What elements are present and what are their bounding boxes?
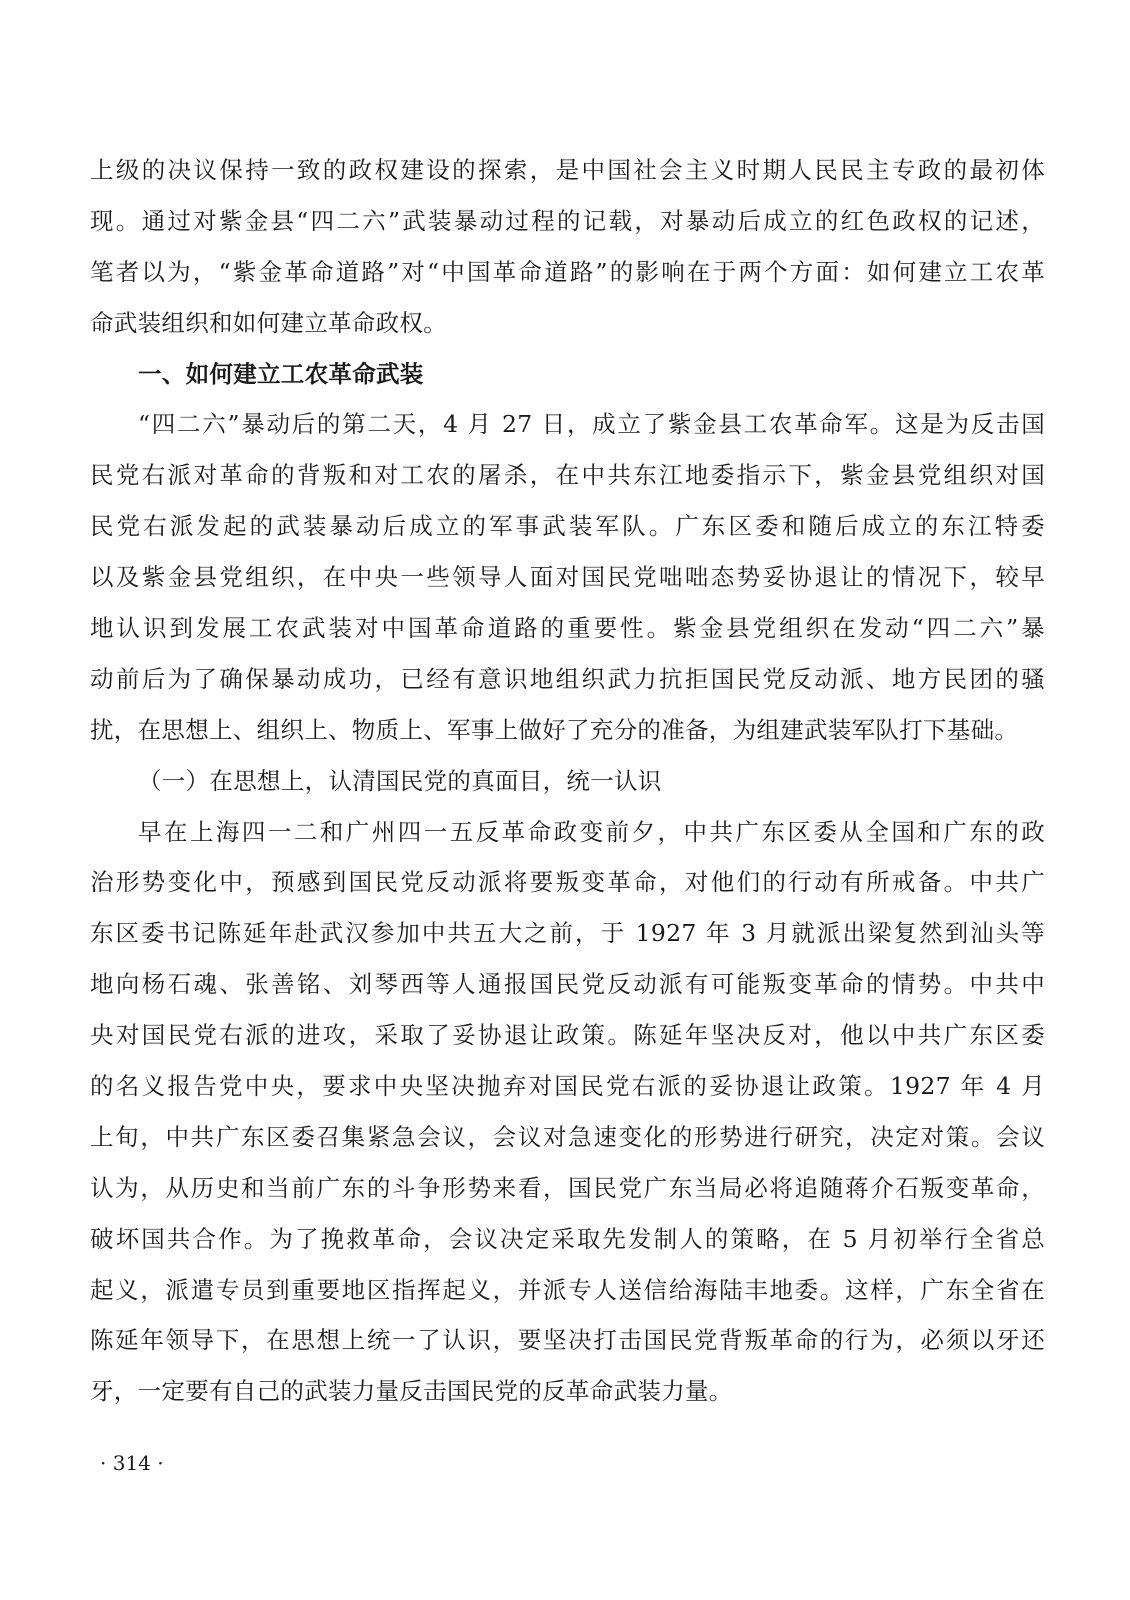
paragraph-line: 认为，从历史和当前广东的斗争形势来看，国民党广东当局必将追随蒋介石叛变革命， — [90, 1173, 1045, 1202]
paragraph-line: 破坏国共合作。为了挽救革命，会议决定采取先发制人的策略，在 5 月初举行全省总 — [90, 1224, 1045, 1253]
paragraph-line: 牙，一定要有自己的武装力量反击国民党的反革命武装力量。 — [90, 1377, 733, 1406]
section-heading: 一、如何建立工农革命武装 — [138, 359, 424, 388]
paragraph-line: 民党右派发起的武装暴动后成立的军事武装军队。广东区委和随后成立的东江特委 — [90, 512, 1045, 541]
paragraph-line: 的名义报告党中央，要求中央坚决抛弃对国民党右派的妥协退让政策。1927 年 4 月 — [90, 1072, 1045, 1101]
paragraph-line: “四二六”暴动后的第二天，4 月 27 日，成立了紫金县工农革命军。这是为反击国 — [138, 410, 1045, 439]
paragraph-line: 治形势变化中，预感到国民党反动派将要叛变革命，对他们的行动有所戒备。中共广 — [90, 868, 1045, 897]
paragraph-line: 地向杨石魂、张善铭、刘琴西等人通报国民党反动派有可能叛变革命的情势。中共中 — [90, 970, 1045, 999]
paragraph-line: 起义，派遣专员到重要地区指挥起义，并派专人送信给海陆丰地委。这样，广东全省在 — [90, 1275, 1045, 1304]
paragraph-line: 地认识到发展工农武装对中国革命道路的重要性。紫金县党组织在发动“四二六”暴 — [90, 614, 1045, 643]
paragraph-line: 陈延年领导下，在思想上统一了认识，要坚决打击国民党背叛革命的行为，必须以牙还 — [90, 1326, 1045, 1355]
paragraph-line: 扰，在思想上、组织上、物质上、军事上做好了充分的准备，为组建武装军队打下基础。 — [90, 715, 1019, 744]
paragraph-line: 上级的决议保持一致的政权建设的探索，是中国社会主义时期人民民主专政的最初体 — [90, 156, 1045, 184]
paragraph-line: 东区委书记陈延年赴武汉参加中共五大之前，于 1927 年 3 月就派出梁复然到汕头等 — [90, 919, 1045, 948]
paragraph-line: 上旬，中共广东区委召集紧急会议，会议对急速变化的形势进行研究，决定对策。会议 — [90, 1122, 1045, 1151]
paragraph-line: 民党右派对革命的背叛和对工农的屠杀，在中共东江地委指示下，紫金县党组织对国 — [90, 461, 1045, 490]
paragraph-line: 现。通过对紫金县“四二六”武装暴动过程的记载，对暴动后成立的红色政权的记述， — [90, 206, 1045, 235]
body-text — [90, 145, 1045, 1417]
paragraph-line: 早在上海四一二和广州四一五反革命政变前夕，中共广东区委从全国和广东的政 — [138, 817, 1045, 846]
subsection-heading: （一）在思想上，认清国民党的真面目，统一认识 — [138, 766, 662, 795]
paragraph-line: 以及紫金县党组织，在中央一些领导人面对国民党咄咄态势妥协退让的情况下，较早 — [90, 563, 1045, 592]
paragraph-line: 动前后为了确保暴动成功，已经有意识地组织武力抗拒国民党反动派、地方民团的骚 — [90, 664, 1045, 693]
paragraph-line: 命武装组织和如何建立革命政权。 — [90, 308, 447, 337]
page-number: · 314 · — [100, 1451, 164, 1475]
paragraph-line: 笔者以为，“紫金革命道路”对“中国革命道路”的影响在于两个方面：如何建立工农革 — [90, 257, 1045, 286]
paragraph-line: 央对国民党右派的进攻，采取了妥协退让政策。陈延年坚决反对，他以中共广东区委 — [90, 1021, 1045, 1050]
